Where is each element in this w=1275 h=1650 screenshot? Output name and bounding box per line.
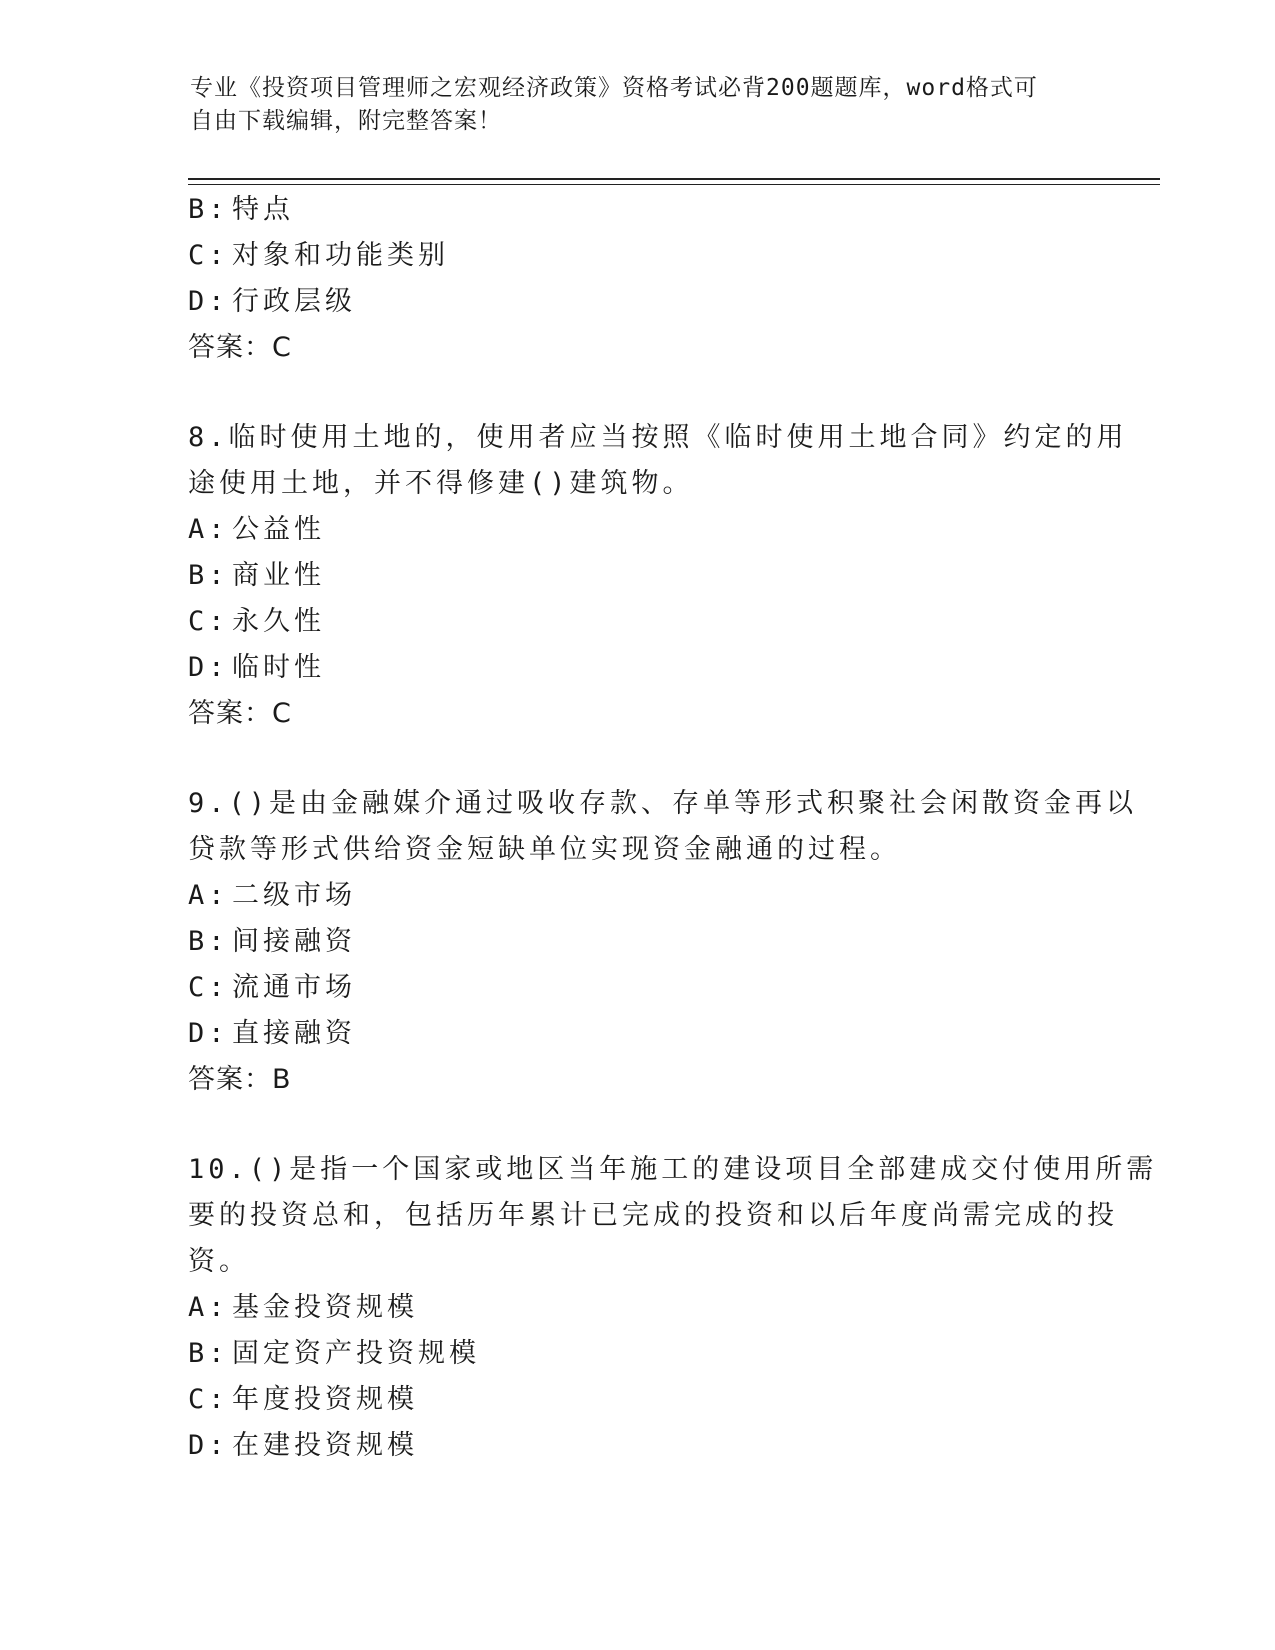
question-list	[188, 187, 1158, 1469]
question-stem-line: 9.()是由金融媒介通过吸收存款、存单等形式积聚社会闲散资金再以	[188, 788, 1138, 819]
option-text: 基金投资规模	[232, 1292, 418, 1323]
option-text: 商业性	[232, 560, 325, 591]
option-text: 间接融资	[232, 926, 356, 957]
question-9	[188, 781, 1138, 1103]
option-d	[188, 1011, 1088, 1057]
option-key: D:	[188, 1430, 229, 1461]
option-text: 特点	[232, 194, 294, 225]
option-d	[188, 279, 1088, 325]
option-a	[188, 1285, 1088, 1331]
option-text: 公益性	[232, 514, 325, 545]
header-line-2: 自由下载编辑，附完整答案！	[190, 108, 502, 134]
question-10	[188, 1147, 1158, 1469]
option-text: 行政层级	[232, 286, 356, 317]
option-a	[188, 873, 1088, 919]
option-c	[188, 965, 1088, 1011]
option-d	[188, 645, 1088, 691]
question-stem-line: 8.临时使用土地的，使用者应当按照《临时使用土地合同》约定的用	[188, 422, 1128, 453]
option-text: 在建投资规模	[232, 1430, 418, 1461]
answer-line: 答案：C	[188, 332, 292, 363]
option-key: C:	[188, 240, 229, 271]
question-stem-line: 资。	[188, 1246, 250, 1277]
option-key: B:	[188, 926, 229, 957]
header-divider	[188, 178, 1160, 185]
option-b	[188, 919, 1088, 965]
option-text: 固定资产投资规模	[232, 1338, 480, 1369]
question-7-continued	[188, 187, 1088, 371]
answer-line: 答案：B	[188, 1064, 292, 1095]
option-text: 二级市场	[232, 880, 356, 911]
question-8	[188, 415, 1128, 737]
option-b	[188, 187, 1088, 233]
option-key: A:	[188, 514, 229, 545]
question-stem-line: 贷款等形式供给资金短缺单位实现资金融通的过程。	[188, 834, 901, 865]
option-text: 直接融资	[232, 1018, 356, 1049]
option-key: C:	[188, 1384, 229, 1415]
option-c	[188, 1377, 1088, 1423]
answer-line: 答案：C	[188, 698, 292, 729]
option-key: D:	[188, 1018, 229, 1049]
option-key: D:	[188, 286, 229, 317]
option-key: C:	[188, 606, 229, 637]
option-text: 年度投资规模	[232, 1384, 418, 1415]
option-text: 流通市场	[232, 972, 356, 1003]
option-key: B:	[188, 560, 229, 591]
page-header	[190, 72, 1090, 138]
option-d	[188, 1423, 1088, 1469]
option-key: A:	[188, 880, 229, 911]
option-key: B:	[188, 1338, 229, 1369]
option-a	[188, 507, 1088, 553]
header-line-1: 专业《投资项目管理师之宏观经济政策》资格考试必背200题题库，word格式可	[190, 75, 1038, 101]
question-stem-line: 10.()是指一个国家或地区当年施工的建设项目全部建成交付使用所需	[188, 1154, 1158, 1185]
option-key: B:	[188, 194, 229, 225]
option-key: A:	[188, 1292, 229, 1323]
option-text: 临时性	[232, 652, 325, 683]
question-stem-line: 要的投资总和，包括历年累计已完成的投资和以后年度尚需完成的投	[188, 1200, 1118, 1231]
option-key: C:	[188, 972, 229, 1003]
question-stem-line: 途使用土地，并不得修建()建筑物。	[188, 468, 694, 499]
option-b	[188, 553, 1088, 599]
option-text: 永久性	[232, 606, 325, 637]
option-key: D:	[188, 652, 229, 683]
option-b	[188, 1331, 1088, 1377]
option-c	[188, 599, 1088, 645]
option-text: 对象和功能类别	[232, 240, 449, 271]
option-c	[188, 233, 1088, 279]
